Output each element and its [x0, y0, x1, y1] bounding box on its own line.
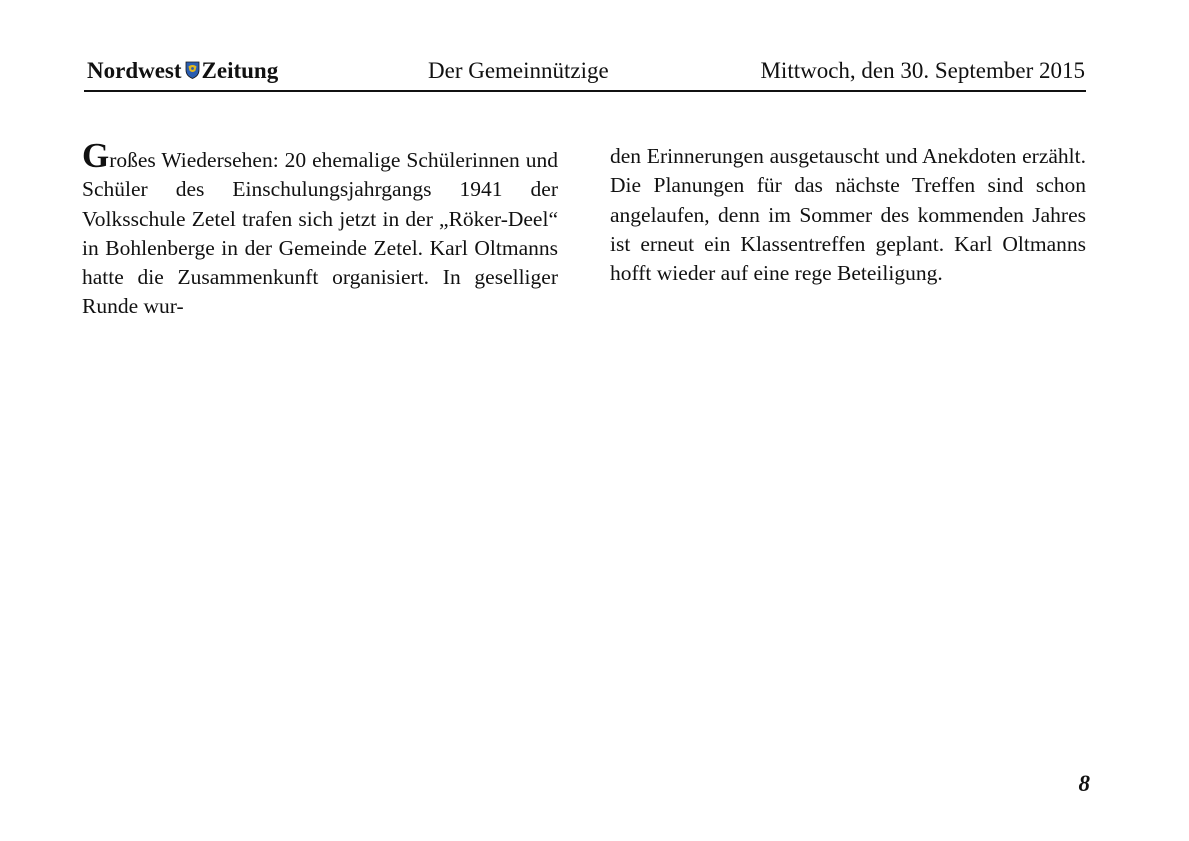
- article-text-right: den Erinnerungen ausgetauscht und Anekdoten erzählt. Die Planungen für das nächste Treffen sind schon angelaufen, denn im Sommer des kommenden Jahres ist erneut ein Klassentreffen geplant. Karl Oltmanns hofft wieder auf eine rege Beteiligung.: [610, 144, 1086, 286]
- masthead-word-nordwest: Nordwest: [87, 58, 182, 83]
- section-title: Der Gemeinnützige: [428, 58, 609, 83]
- newspaper-masthead: [87, 58, 278, 84]
- coat-of-arms-icon: [185, 61, 200, 79]
- masthead-word-zeitung: Zeitung: [201, 58, 279, 83]
- page-header: [84, 56, 1086, 92]
- article-column-left: [82, 136, 558, 322]
- article-text-left: roßes Wiedersehen: 20 ehemalige Schülerinnen und Schüler des Einschulungsjahrgangs 1941 der Volksschule Zetel trafen sich jetzt in der „Röker-Deel“ in Bohlenberge in der Gemeinde Zetel. Karl Oltmanns hatte die Zusammenkunft organisiert. In geselliger Runde wur-: [82, 148, 558, 319]
- issue-date: Mittwoch, den 30. September 2015: [760, 58, 1085, 83]
- page-number: 8: [1078, 771, 1090, 796]
- article-dropcap: G: [82, 136, 110, 175]
- article-column-right: [610, 142, 1086, 288]
